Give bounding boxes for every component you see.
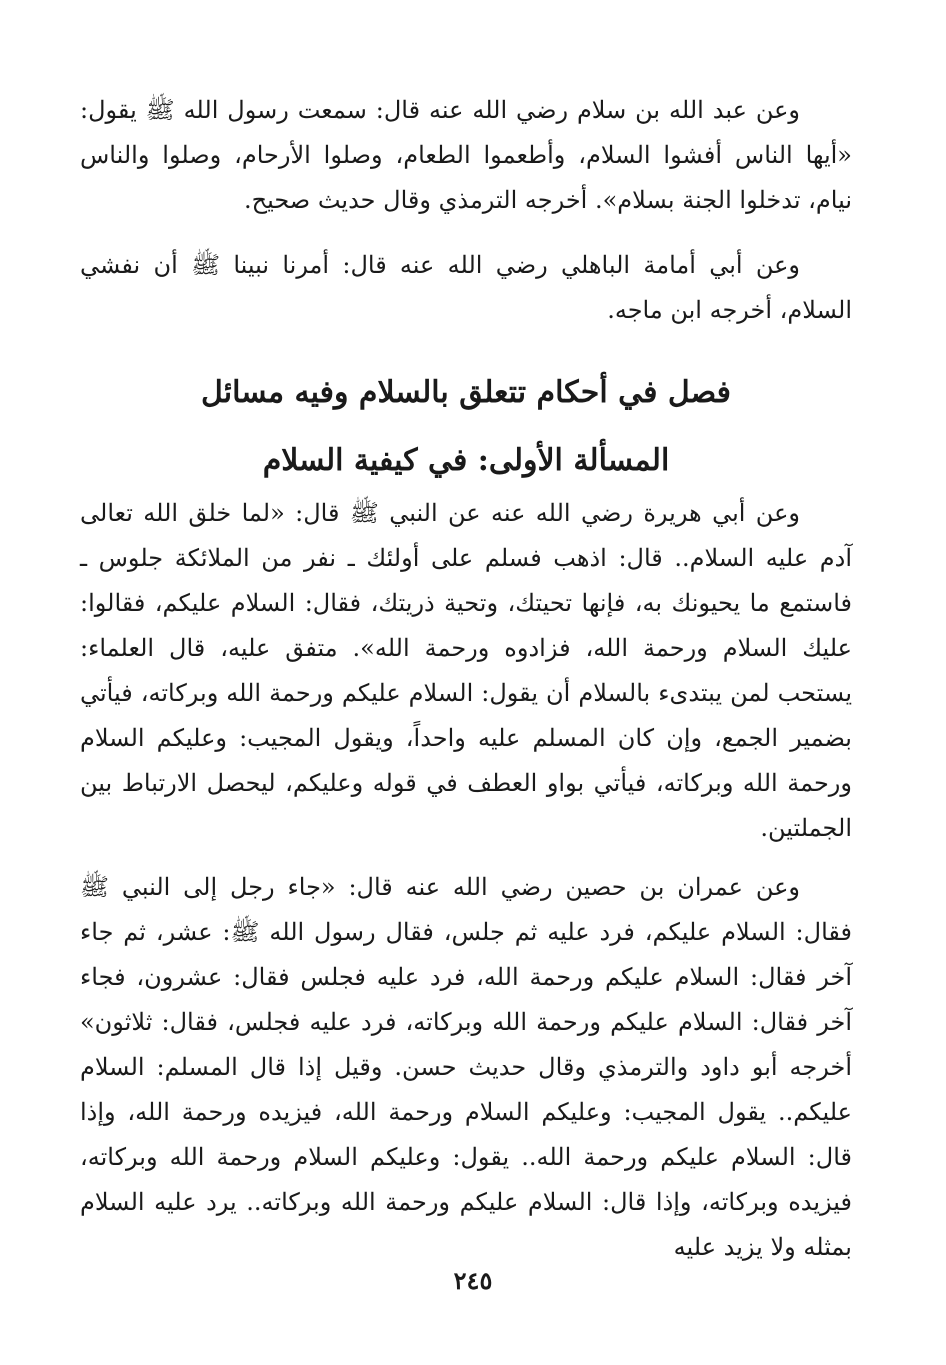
section-heading: فصل في أحكام تتعلق بالسلام وفيه مسائل — [201, 375, 731, 410]
paragraph-abu-umamah-hadith: وعن أبي أمامة الباهلي رضي الله عنه قال: أمرنا نبينا ﷺ أن نفشي السلام، أخرجه ابن ماجه. — [80, 251, 852, 324]
issue-heading: المسألة الأولى: في كيفية السلام — [262, 443, 670, 478]
page-number: ٢٤٥ — [453, 1266, 493, 1295]
paragraph-imran-ibn-husayn-hadith: وعن عمران بن حصين رضي الله عنه قال: «جاء رجل إلى النبي ﷺ فقال: السلام عليكم، فرد عليه ثم جلس، فقال رسول الله ﷺ: عشر، ثم جاء آخر فقال: السلام عليكم ورحمة الله، فرد عليه فجلس فقال: عشرون، فجاء آخر فقال: السلام عليكم ورحمة الله وبركاته، فرد عليه فجلس، فقال: ثلاثون» أخرجه أبو داود والترمذي وقال حديث حسن. وقيل إذا قال المسلم: السلام عليكم.. يقول المجيب: وعليكم السلام ورحمة الله، فيزيده ورحمة الله، وإذا قال: السلام عليكم ورحمة الله.. يقول: وعليكم السلام ورحمة الله وبركاته، فيزيده وبركاته، وإذا قال: السلام عليكم ورحمة الله وبركاته.. يرد عليه السلام بمثله ولا يزيد عليه — [80, 873, 852, 1261]
page-body — [80, 88, 852, 1270]
paragraph-abu-hurayrah-hadith: وعن أبي هريرة رضي الله عنه عن النبي ﷺ قال: «لما خلق الله تعالى آدم عليه السلام.. قال: اذهب فسلم على أولئك ـ نفر من الملائكة جلوس ـ فاستمع ما يحيونك به، فإنها تحيتك، وتحية ذريتك، فقال: السلام عليكم، فقالوا: عليك السلام ورحمة الله، فزادوه ورحمة الله». متفق عليه، قال العلماء: يستحب لمن يبتدىء بالسلام أن يقول: السلام عليكم ورحمة الله وبركاته، فيأتي بضمير الجمع، وإن كان المسلم عليه واحداً، ويقول المجيب: وعليكم السلام ورحمة الله وبركاته، فيأتي بواو العطف في قوله وعليكم، ليحصل الارتباط بين الجملتين. — [80, 499, 852, 842]
paragraph-abdullah-ibn-salam-hadith: وعن عبد الله بن سلام رضي الله عنه قال: سمعت رسول الله ﷺ يقول: «أيها الناس أفشوا السلام، وأطعموا الطعام، وصلوا الأرحام، وصلوا والناس نيام، تدخلوا الجنة بسلام». أخرجه الترمذي وقال حديث صحيح. — [80, 96, 852, 214]
